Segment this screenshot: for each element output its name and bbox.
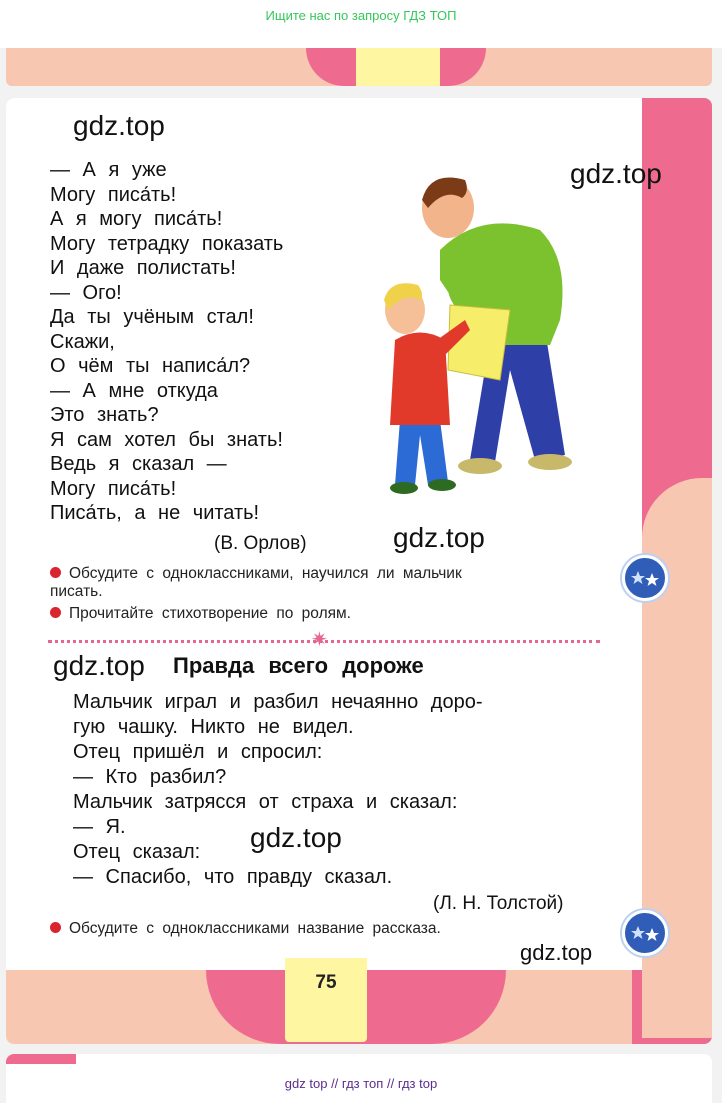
bullet-icon	[50, 922, 61, 933]
poem-line: — А я уже	[50, 159, 167, 181]
task-2	[50, 605, 351, 623]
poem-line: Это знать?	[50, 404, 159, 426]
task-2-text: Прочитайте стихотворение по ролям.	[69, 605, 351, 622]
watermark-5: gdz.top	[250, 822, 342, 853]
search-hint: Ищите нас по запросу ГДЗ ТОП	[265, 8, 457, 23]
story-title: Правда всего дороже	[173, 653, 424, 678]
story-line: — Я.	[73, 816, 126, 838]
prev-yellow-tab	[356, 48, 440, 86]
poem-line: — А мне откуда	[50, 379, 218, 402]
story-line: — Спасибо, что правду сказал.	[73, 866, 393, 888]
link-gdz-top-ru[interactable]: гдз топ	[341, 1076, 384, 1091]
task-1-line-2: писать.	[50, 583, 103, 600]
poem-line: Я сам хотел бы знать!	[50, 428, 283, 451]
next-pink-tab	[6, 1054, 76, 1064]
sun-icon: ✷	[311, 629, 328, 651]
poem-line: Да ты учёным стал!	[50, 306, 254, 328]
story-author: (Л. Н. Толстой)	[433, 893, 564, 914]
poem-line: А я могу писа́ть!	[50, 208, 223, 230]
watermark-2: gdz.top	[570, 158, 662, 189]
poem-line: Могу писа́ть!	[50, 183, 177, 206]
top-banner	[0, 0, 722, 48]
link-separator: //	[331, 1076, 339, 1091]
watermark-1: gdz.top	[73, 110, 165, 141]
two-stars-icon	[622, 910, 668, 956]
poem-line: Писа́ть, а не читать!	[50, 502, 260, 524]
poem-line: И даже полистать!	[50, 257, 236, 279]
bullet-icon	[50, 567, 61, 578]
story-line: Мальчик затрясся от страха и сказал:	[73, 791, 458, 813]
poem-line: Могу писа́ть!	[50, 477, 177, 500]
page-number: 75	[315, 972, 337, 993]
two-stars-icon	[622, 555, 668, 601]
poem	[50, 158, 283, 526]
story-line: гую чашку. Никто не видел.	[73, 716, 354, 738]
poem-line: О чём ты написа́л?	[50, 355, 251, 377]
watermark-6: gdz.top	[520, 940, 593, 965]
watermark-3: gdz.top	[393, 522, 485, 553]
watermark-4: gdz.top	[53, 650, 145, 681]
task-3-text: Обсудите с одноклассниками название рассказа.	[69, 920, 441, 937]
link-gdz-top[interactable]: gdz top	[284, 1076, 328, 1091]
link-gdz-top-mixed[interactable]: гдз top	[397, 1076, 438, 1091]
bullet-icon	[50, 607, 61, 618]
story-line: Отец сказал:	[73, 841, 201, 863]
task-1-line-1: Обсудите с одноклассниками, научился ли мальчик	[69, 565, 462, 582]
story-line: Мальчик играл и разбил нечаянно доро-	[73, 691, 483, 713]
poem-line: Могу тетрадку показать	[50, 232, 284, 255]
page-number-tab	[285, 958, 367, 1042]
poem-line: — Ого!	[50, 281, 122, 304]
story-line: Отец пришёл и спросил:	[73, 741, 323, 763]
previous-page-strip	[6, 48, 712, 86]
poem-author: (В. Орлов)	[214, 533, 307, 554]
poem-line: Скажи,	[50, 330, 115, 353]
task-3	[50, 920, 441, 938]
story-line: — Кто разбил?	[73, 766, 227, 788]
bottom-links	[0, 1076, 722, 1091]
link-separator: //	[386, 1076, 395, 1091]
story-text	[73, 690, 603, 890]
poem-line: Ведь я сказал —	[50, 453, 227, 475]
man-and-boy-illustration	[370, 170, 585, 505]
task-1	[50, 565, 462, 601]
